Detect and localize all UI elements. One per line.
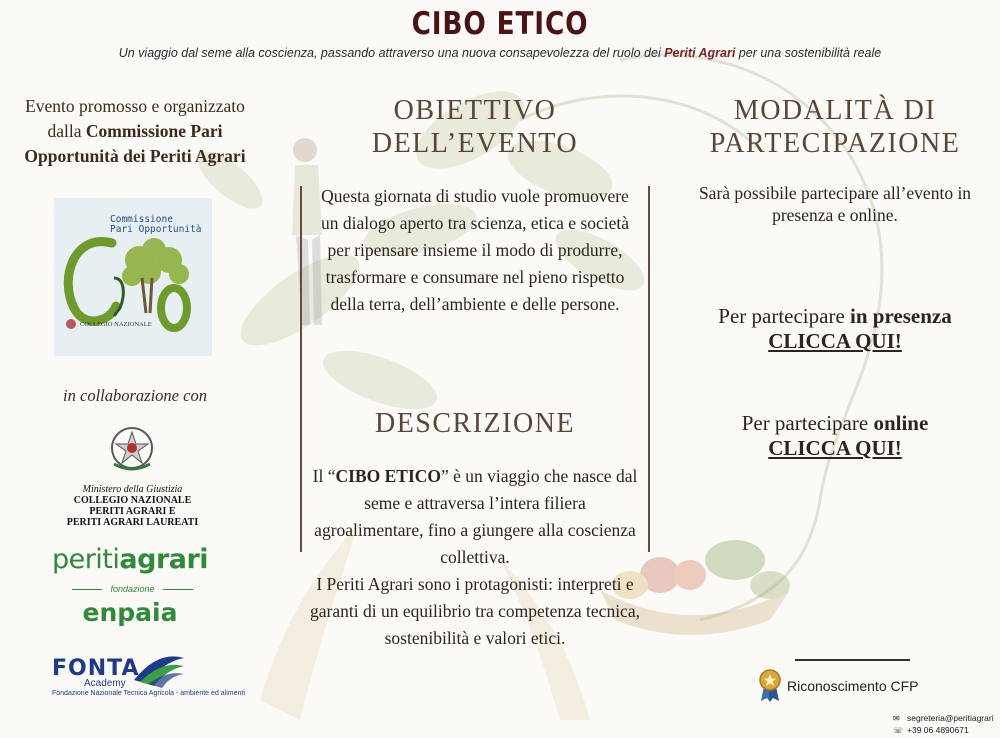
email-icon: ✉ xyxy=(893,714,900,723)
periti-agrari-logo xyxy=(40,544,220,575)
promoter-bold: Commissione Pari xyxy=(85,121,223,141)
collegio-line: COLLEGIO NAZIONALE xyxy=(73,495,192,506)
objective-text: Questa giornata di studio vuole promuovere un dialogo aperto tra scienza, etica e società per ripensare insieme il modo di produrre, trasformare e consumare nel pieno rispetto della terra, dell’ambiente e delle persone. xyxy=(320,186,630,314)
subtitle-text-end: per una sostenibilità reale xyxy=(735,46,882,60)
description-text-part: ” è un viaggio che nasce dal seme e attraversa l’intera filiera agroalimentare, fino a giungere alla coscienza collettiva. xyxy=(314,466,638,567)
enpaia-logo: enpaia xyxy=(82,598,178,627)
participation-heading xyxy=(670,94,1000,160)
online-cta-label xyxy=(670,411,1000,436)
enpaia-fondazione-label xyxy=(70,584,195,594)
column-divider-right xyxy=(648,186,650,552)
cta-bold: in presenza xyxy=(850,304,952,328)
promoter-text-part: dalla xyxy=(47,121,86,141)
promoter-line xyxy=(10,144,260,169)
phone-icon: ☏ xyxy=(893,726,904,735)
subtitle-text: Un viaggio dal seme alla coscienza, passando attraverso una nuova consapevolezza del ruolo dei xyxy=(118,46,665,60)
commissione-logo-icon xyxy=(54,198,212,356)
commissione-logo-title: Commissione xyxy=(110,214,173,225)
cta-text: Per partecipare xyxy=(718,304,851,328)
fondazione-label: fondazione xyxy=(110,584,155,594)
objective-heading-line: OBIETTIVO xyxy=(393,95,557,126)
objective-heading xyxy=(320,94,630,160)
description-paragraph xyxy=(310,463,640,571)
promoter-bold: Opportunità dei Periti Agrari xyxy=(24,146,246,166)
column-divider-left xyxy=(300,186,302,552)
email-row xyxy=(893,713,1000,723)
enpaia-line-left xyxy=(72,589,102,590)
email-text[interactable]: segreteria@peritiagrari xyxy=(907,713,994,723)
enpaia-line-right xyxy=(163,589,193,590)
participation-heading-line: PARTECIPAZIONE xyxy=(709,128,961,159)
description-bold: CIBO ETICO xyxy=(335,466,442,486)
award-ribbon-icon xyxy=(758,668,782,702)
description-paragraph: I Periti Agrari sono i protagonisti: interpreti e garanti di un equilibrio tra competenza tecnica, sostenibilità e valori etici. xyxy=(310,574,640,648)
commissione-logo-footer: COLLEGIO NAZIONALE xyxy=(80,321,152,328)
commissione-logo xyxy=(54,198,212,356)
page-subtitle xyxy=(0,46,1000,60)
subtitle-bold: Periti Agrari xyxy=(664,46,736,60)
cta-bold: online xyxy=(873,411,929,435)
cta-text: Per partecipare xyxy=(741,411,874,435)
promoter-line: Evento promosso e organizzato xyxy=(25,96,245,116)
footer-divider xyxy=(795,659,910,661)
participation-heading-line: MODALITÀ DI xyxy=(733,95,937,126)
periti-logo-part: periti xyxy=(51,544,120,575)
fonta-academy-label: Academy xyxy=(84,678,126,689)
online-link[interactable]: CLICCA QUI! xyxy=(768,436,902,460)
description-text xyxy=(310,463,640,652)
phone-row xyxy=(893,725,1000,735)
in-person-cta xyxy=(670,304,1000,354)
emblem-icon xyxy=(108,424,156,474)
collegio-line: PERITI AGRARI LAUREATI xyxy=(66,517,199,528)
agrari-logo-part: agrari xyxy=(119,544,209,575)
description-text-part: Il “ xyxy=(312,466,336,486)
ministry-name: Ministero della Giustizia xyxy=(82,484,183,495)
fonta-logo-icon xyxy=(128,650,186,690)
cfp-label: Riconoscimento CFP xyxy=(787,678,919,694)
page-title: CIBO ETICO xyxy=(411,6,589,42)
phone-text[interactable]: +39 06 4890671 xyxy=(907,725,969,735)
promoter-text xyxy=(10,94,260,169)
fonta-description: Fondazione Nazionale Tecnica Agricola - ambiente ed alimenti xyxy=(52,690,245,697)
commissione-logo-subtitle: Pari Opportunità xyxy=(110,224,202,235)
promoter-line xyxy=(10,119,260,144)
participation-text: Sarà possibile partecipare all’evento in presenza e online. xyxy=(698,183,972,225)
collaboration-label: in collaborazione con xyxy=(63,386,207,405)
fonta-logo: FONTA xyxy=(52,656,140,681)
online-cta xyxy=(670,411,1000,461)
collegio-line: PERITI AGRARI E xyxy=(89,506,176,517)
in-person-link[interactable]: CLICCA QUI! xyxy=(768,329,902,353)
ministry-label xyxy=(30,484,235,528)
in-person-cta-label xyxy=(670,304,1000,329)
objective-heading-line: DELL’EVENTO xyxy=(371,128,579,159)
description-heading: DESCRIZIONE xyxy=(374,408,576,439)
